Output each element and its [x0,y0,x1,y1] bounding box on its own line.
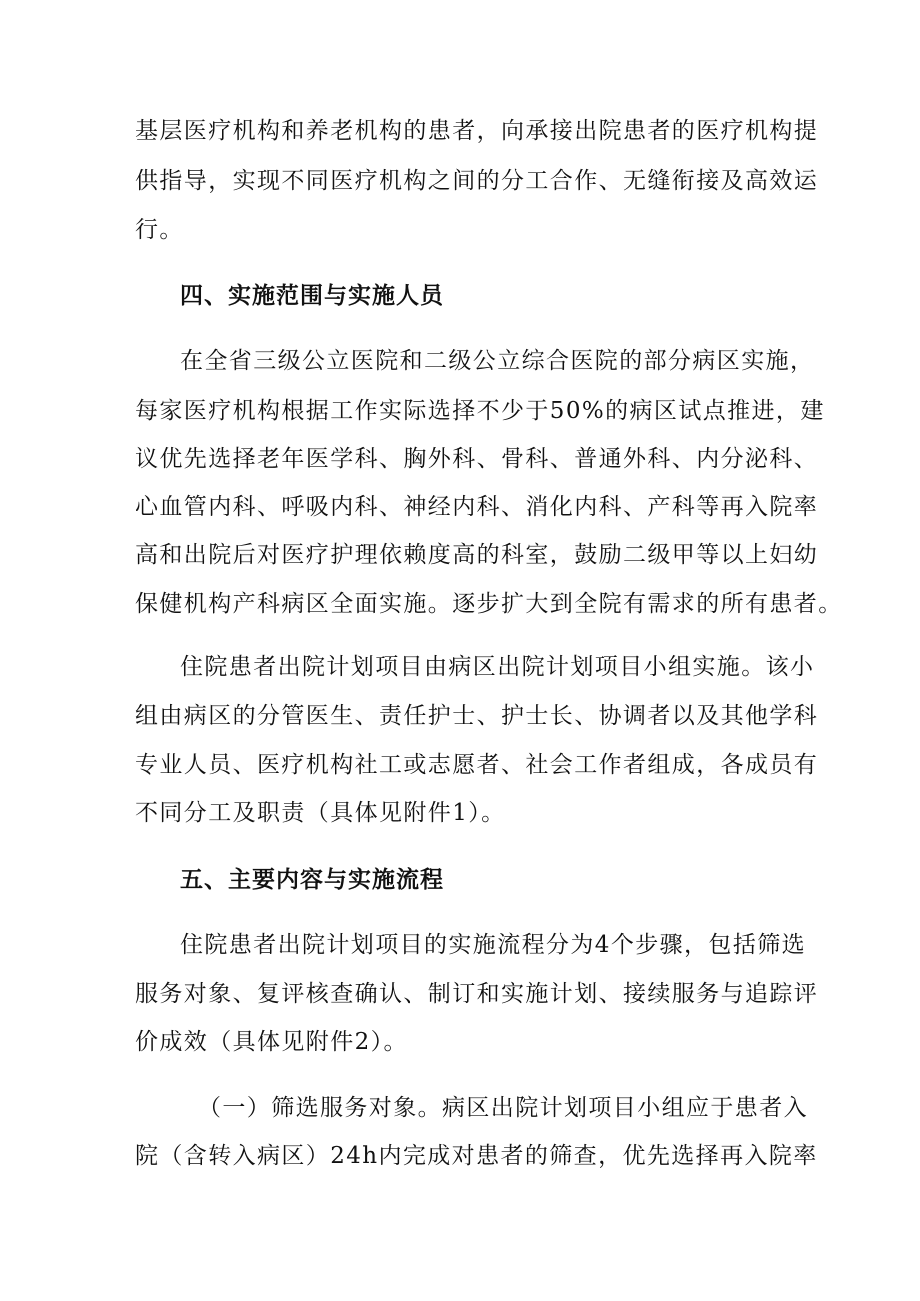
paragraph-line: 每家医疗机构根据工作实际选择不少于50%的病区试点推进，建 [135,398,825,424]
paragraph-line: 组由病区的分管医生、责任护士、护士长、协调者以及其他学科 [135,703,819,729]
paragraph-line: 议优先选择老年医学科、胸外科、骨科、普通外科、内分泌科、 [135,446,819,472]
paragraph-line: 基层医疗机构和养老机构的患者，向承接出院患者的医疗机构提 [135,118,819,144]
section-heading-4: 四、实施范围与实施人员 [180,283,444,309]
paragraph-line: 高和出院后对医疗护理依赖度高的科室，鼓励二级甲等以上妇幼 [135,542,819,568]
paragraph-line: 价成效（具体见附件2）。 [135,1029,408,1055]
paragraph-line: 供指导，实现不同医疗机构之间的分工合作、无缝衔接及高效运 [135,168,819,194]
paragraph-line: 住院患者出院计划项目由病区出院计划项目小组实施。该小 [180,654,815,680]
paragraph-line: （一）筛选服务对象。病区出院计划项目小组应于患者入 [198,1095,808,1121]
paragraph-line: 保健机构产科病区全面实施。逐步扩大到全院有需求的所有患者。 [135,591,843,617]
paragraph-line: 行。 [135,217,184,243]
section-heading-5: 五、主要内容与实施流程 [180,867,444,893]
paragraph-line: 院（含转入病区）24h内完成对患者的筛查，优先选择再入院率 [135,1143,818,1169]
paragraph-line: 心血管内科、呼吸内科、神经内科、消化内科、产科等再入院率 [135,494,819,520]
paragraph-line: 住院患者出院计划项目的实施流程分为4个步骤，包括筛选 [180,932,807,958]
paragraph-line: 服务对象、复评核查确认、制订和实施计划、接续服务与追踪评 [135,981,819,1007]
paragraph-line: 不同分工及职责（具体见附件1）。 [135,800,506,826]
paragraph-line: 在全省三级公立医院和二级公立综合医院的部分病区实施， [180,348,815,374]
paragraph-line: 专业人员、医疗机构社工或志愿者、社会工作者组成，各成员有 [135,752,819,778]
